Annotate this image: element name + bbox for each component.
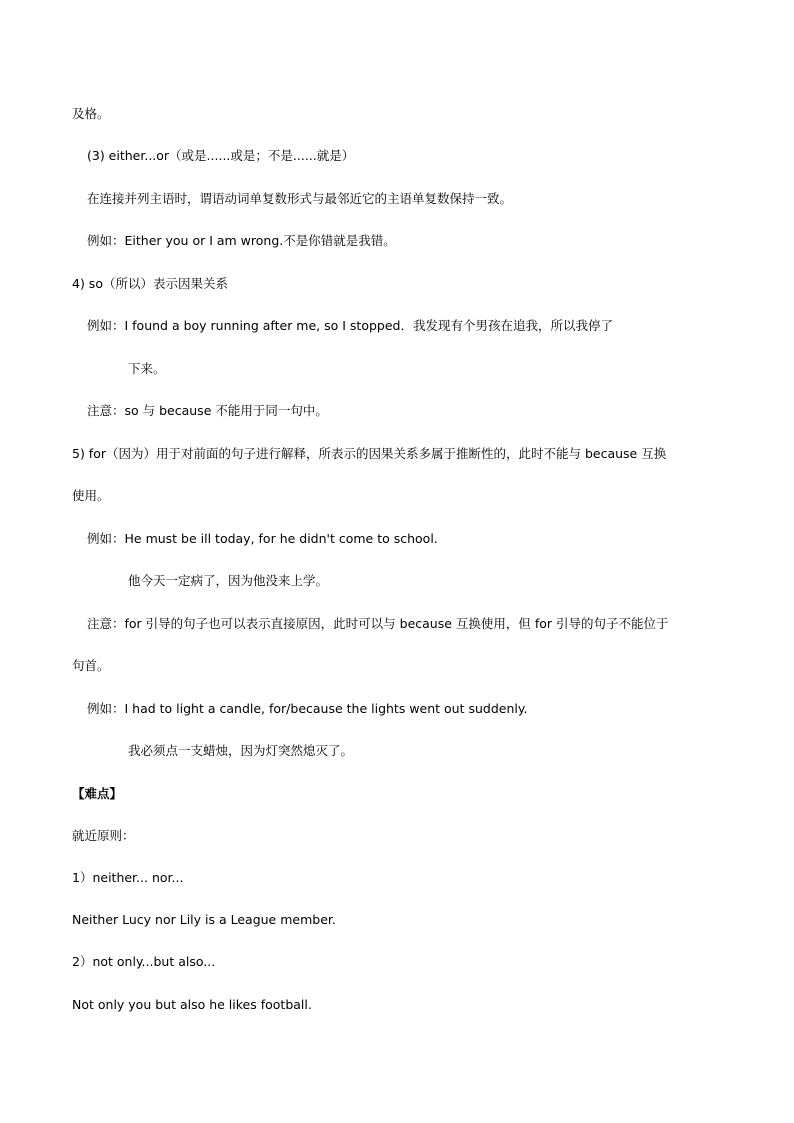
text-line-so-example-cont: 下来。 [128,361,166,376]
text-line-so-note: 注意：so 与 because 不能用于同一句中。 [87,403,328,418]
text-line-for-note: 注意：for 引导的句子也可以表示直接原因，此时可以与 because 互换使用，但 for 引导的句子不能位于 [87,616,669,631]
text-line-so-example: 例如：I found a boy running after me, so I stopped．我发现有个男孩在追我，所以我停了 [87,318,613,333]
text-line-for-heading-cont: 使用。 [72,488,110,503]
text-line-either-or-heading: (3) either...or（或是......或是；不是......就是） [87,148,355,163]
text-line-proximity-rule: 就近原则： [72,828,135,843]
text-line-pass: 及格。 [72,106,110,121]
text-line-for-example-translation: 他今天一定病了，因为他没来上学。 [128,573,329,588]
text-line-for-example: 例如：He must be ill today, for he didn't come to school. [87,531,438,546]
text-line-not-only: 2）not only...but also... [72,954,216,969]
text-line-not-only-example: Not only you but also he likes football. [72,997,312,1012]
text-line-so-heading: 4) so（所以）表示因果关系 [72,276,228,291]
text-line-for-note-cont: 句首。 [72,658,110,673]
section-heading-difficulty: 【难点】 [72,786,123,801]
text-line-for-note-example: 例如：I had to light a candle, for/because the lights went out suddenly. [87,701,528,716]
text-line-neither-nor: 1）neither... nor... [72,870,184,885]
text-line-neither-nor-example: Neither Lucy nor Lily is a League member. [72,912,336,927]
text-line-either-or-example: 例如：Either you or I am wrong.不是你错就是我错。 [87,233,396,248]
text-line-for-heading: 5) for（因为）用于对前面的句子进行解释，所表示的因果关系多属于推断性的，此时不能与 because 互换 [72,446,667,461]
text-line-either-or-rule: 在连接并列主语时，谓语动词单复数形式与最邻近它的主语单复数保持一致。 [87,191,513,206]
text-line-for-note-translation: 我必须点一支蜡烛，因为灯突然熄灭了。 [128,743,354,758]
